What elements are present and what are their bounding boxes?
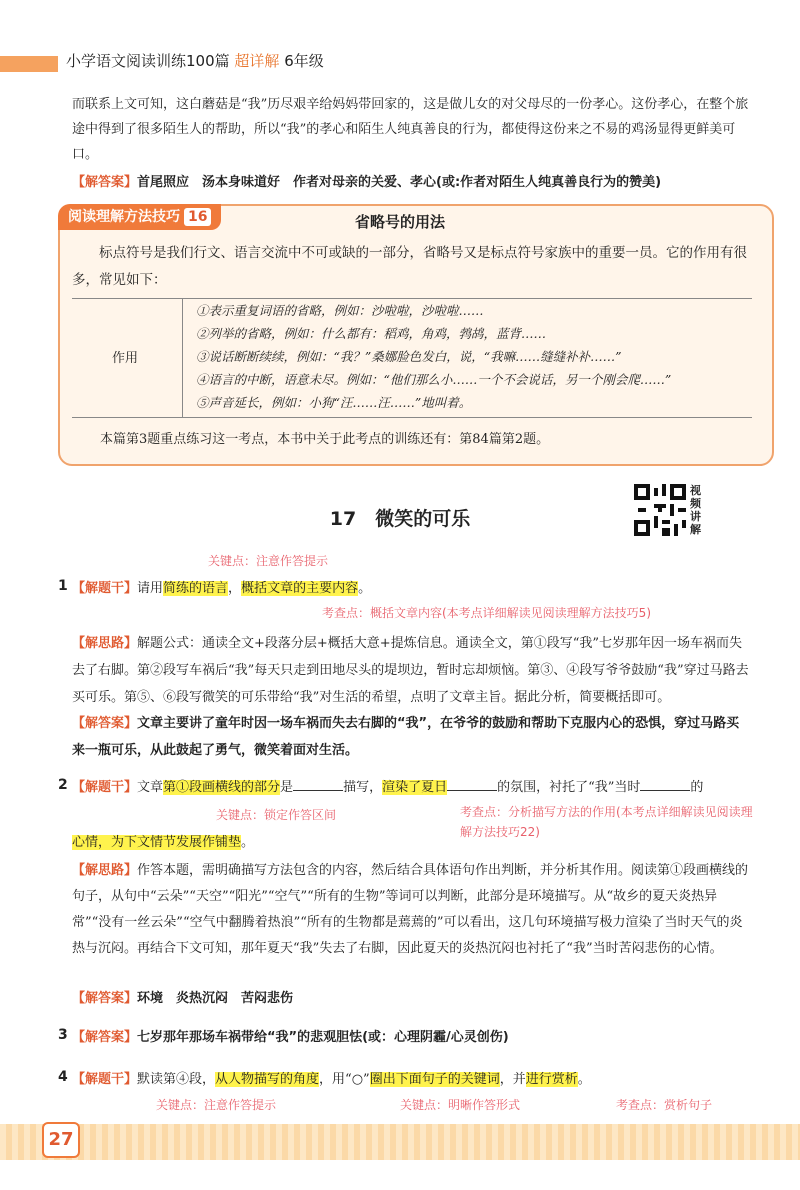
q1-answer-text: 文章主要讲了童年时因一场车祸而失去右脚的“我”，在爷爷的鼓励和帮助下克服内心的恐惧，穿过马路买来一瓶可乐，从此鼓起了勇气，微笑着面对生活。 — [72, 716, 740, 758]
q1-exam-note: 考查点：概括文章内容(本考点详细解读见阅读理解方法技巧5) — [322, 606, 652, 620]
q4-question — [72, 1067, 752, 1092]
q2-highlight-3: 心情，为下文情节发展作铺垫 — [72, 835, 242, 850]
q1-highlight-1: 简练的语言 — [163, 581, 229, 596]
q1-think-tag: 【解思路】 — [72, 636, 138, 651]
q2-number: 2 — [58, 777, 68, 793]
q2-think-tag: 【解思路】 — [72, 863, 138, 878]
q4-number: 4 — [58, 1069, 68, 1085]
qr-code-icon[interactable] — [634, 484, 686, 536]
q2-answer-tag: 【解答案】 — [72, 991, 138, 1006]
intro-answer — [72, 170, 752, 195]
table-label: 作用 — [112, 351, 139, 366]
usage-row-2: ②列举的省略，例如：什么都有：稻鸡，角鸡，鹁鸪，蓝背…… — [196, 326, 547, 341]
book-title: 小学语文阅读训练100篇 — [66, 52, 230, 70]
table-divider — [182, 299, 183, 417]
method-intro: 标点符号是我们行文、语言交流中不可或缺的一部分，省略号又是标点符号家族中的重要一员。它的作用有很多，常见如下： — [72, 245, 747, 288]
answer-text: 首尾照应 汤本身味道好 作者对母亲的关爱、孝心(或:作者对陌生人纯真善良行为的赞美) — [137, 175, 662, 190]
q2-text-3: 描写， — [343, 780, 383, 795]
q2-blank-1[interactable] — [293, 776, 343, 791]
header-color-bar — [0, 56, 58, 72]
q4-tag: 【解题干】 — [72, 1072, 138, 1087]
q2-think-text: 作答本题，需明确描写方法包含的内容，然后结合具体语句作出判断，并分析其作用。阅读第①段画横线的句子，从句中“云朵”“天空”“阳光”“空气”“所有的生物”等词可以判断，此部分是环境描写。从“故乡的夏天炎热异常”“没有一丝云朵”“空气中翻腾着热浪”“所有的生物都是蔫蔫的”可以看出，这几句环境描写极力渲染了当时天气的炎热与沉闷。再结合下文可知，那年夏天“我”失去了右脚，因此夏天的炎热沉闷也衬托了“我”当时苦闷悲伤的心情。 — [72, 863, 749, 956]
q1-question — [72, 576, 752, 601]
usage-row-5: ⑤声音延长，例如：小狗“汪……汪……”地叫着。 — [196, 395, 472, 410]
q2-text-5: 的 — [690, 780, 704, 795]
q2-text-4: 的氛围，衬托了“我”当时 — [497, 780, 641, 795]
q2-answer — [72, 986, 752, 1011]
q2-question-cont — [72, 830, 752, 855]
q2-blank-2[interactable] — [447, 776, 497, 791]
q1-highlight-2: 概括文章的主要内容 — [241, 581, 359, 596]
usage-row-3: ③说话断断续续，例如：“我？”桑娜脸色发白，说，“我嘛……缝缝补补……” — [196, 349, 622, 364]
q1-tag: 【解题干】 — [72, 581, 138, 596]
q4-text-2: ，用“○” — [319, 1072, 370, 1087]
intro-paragraph: 而联系上文可知，这白蘑菇是“我”历尽艰辛给妈妈带回家的，这是做儿女的对父母尽的一份孝心。这份孝心，在整个旅途中得到了很多陌生人的帮助，所以“我”的孝心和陌生人纯真善良的行为，都使得这份来之不易的鸡汤显得更鲜美可口。 — [72, 97, 749, 162]
method-box — [58, 204, 774, 466]
q3-answer-tag: 【解答案】 — [72, 1030, 138, 1045]
usage-row-4: ④语言的中断，语意未尽。例如：“他们那么小……一个不会说话，另一个刚会爬……” — [196, 372, 672, 387]
q2-answer-text: 环境 炎热沉闷 苦闷悲伤 — [137, 991, 294, 1006]
q2-highlight-2: 渲染了夏日 — [382, 780, 448, 795]
q4-text-3: ，并 — [499, 1072, 526, 1087]
q3-number: 3 — [58, 1027, 68, 1043]
article-number: 17 — [329, 508, 357, 530]
q3-answer — [72, 1025, 752, 1050]
q2-question — [72, 775, 752, 800]
q1-text-mid: ， — [228, 581, 242, 596]
q2-tag: 【解题干】 — [72, 780, 138, 795]
q2-highlight-1: 第①段画横线的部分 — [163, 780, 281, 795]
q4-highlight-1: 从人物描写的角度 — [215, 1072, 320, 1087]
q1-answer-tag: 【解答案】 — [72, 716, 138, 731]
q3-answer-text: 七岁那年那场车祸带给“我”的悲观胆怯(或：心理阴霾/心灵创伤) — [137, 1030, 509, 1045]
q4-key-note-1: 关键点：注意作答提示 — [156, 1098, 277, 1112]
method-table — [72, 298, 752, 418]
q2-exam-note: 考查点：分析描写方法的作用(本考点详细解读见阅读理解方法技巧22) — [460, 805, 753, 839]
q1-thinking — [72, 630, 752, 711]
q1-think-text: 解题公式：通读全文+段落分层+概括大意+提炼信息。通读全文，第①段写“我”七岁那年因一场车祸而失去了右脚。第②段写车祸后“我”每天只走到田地尽头的堤坝边，暂时忘却烦恼。第③、④段写爷爷鼓励“我”穿过马路去买可乐。第⑤、⑥段写微笑的可乐带给“我”对生活的希望，点明了文章主旨。据此分析，简要概括即可。 — [72, 636, 749, 705]
answer-tag: 【解答案】 — [72, 175, 138, 190]
q2-text-1: 文章 — [137, 780, 164, 795]
edition-label: 超详解 — [234, 52, 280, 70]
method-badge-number: 16 — [184, 208, 211, 226]
q1-text-pre: 请用 — [137, 581, 164, 596]
q2-blank-3[interactable] — [640, 776, 690, 791]
q1-text-post: 。 — [358, 581, 372, 596]
q4-highlight-2: 圈出下面句子的关键词 — [369, 1072, 500, 1087]
q4-text-4: 。 — [577, 1072, 591, 1087]
method-note: 本篇第3题重点练习这一考点，本书中关于此考点的训练还有：第84篇第2题。 — [100, 432, 550, 447]
q1-number: 1 — [58, 578, 68, 594]
q4-highlight-3: 进行赏析 — [525, 1072, 578, 1087]
method-badge-label: 阅读理解方法技巧 — [68, 209, 180, 225]
q1-key-note: 关键点：注意作答提示 — [208, 554, 329, 568]
q2-thinking — [72, 858, 752, 962]
q4-text-1: 默读第④段， — [137, 1072, 216, 1087]
method-title: 省略号的用法 — [354, 213, 445, 231]
article-name: 微笑的可乐 — [375, 508, 471, 530]
q2-text-2: 是 — [280, 780, 294, 795]
header-title — [66, 50, 324, 71]
q4-key-note-2: 关键点：明晰作答形式 — [400, 1098, 521, 1112]
usage-row-1: ①表示重复词语的省略，例如：沙啦啦，沙啦啦…… — [196, 303, 484, 318]
q1-answer — [72, 710, 752, 764]
q2-key-note: 关键点：锁定作答区间 — [216, 808, 337, 822]
page-number: 27 — [42, 1122, 80, 1158]
q2-text-6: 。 — [241, 835, 255, 850]
grade-label: 6年级 — [284, 52, 324, 70]
footer-band — [0, 1124, 800, 1160]
q4-exam-note: 考查点：赏析句子 — [616, 1098, 713, 1112]
video-label: 视频讲解 — [690, 484, 701, 536]
